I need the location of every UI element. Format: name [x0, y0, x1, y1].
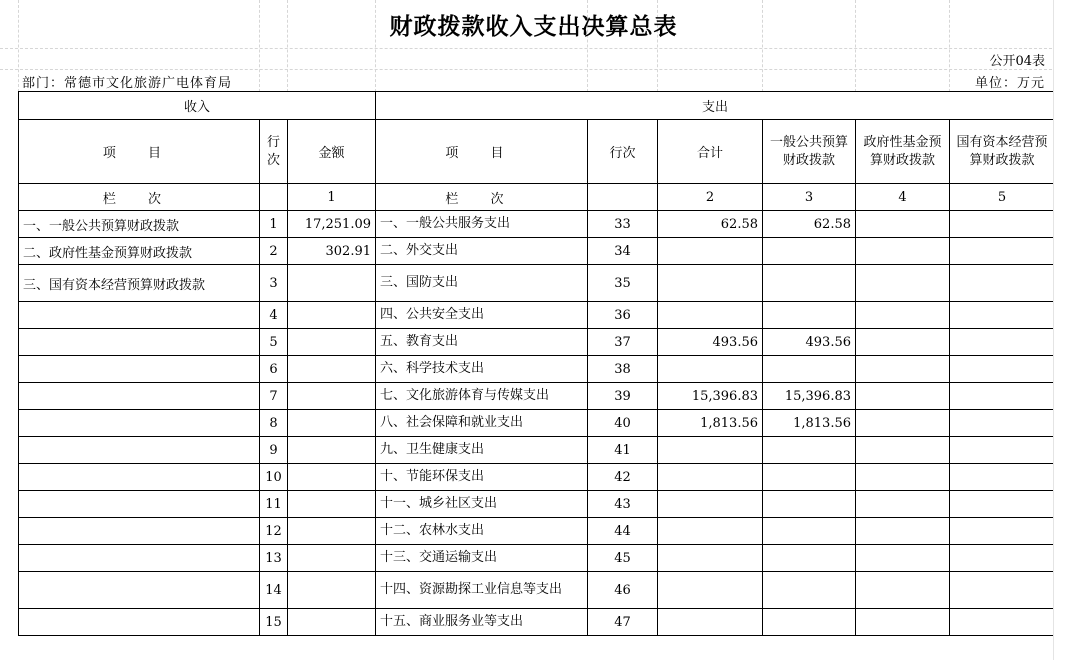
expense-row-no-header: 行次 — [588, 120, 658, 184]
general-budget-cell — [763, 265, 856, 302]
column-index-5: 5 — [950, 184, 1055, 211]
amount-header: 金额 — [288, 120, 376, 184]
general-budget-cell — [763, 302, 856, 329]
income-amount-cell — [288, 464, 376, 491]
income-item-cell — [19, 329, 260, 356]
income-item-cell — [19, 410, 260, 437]
general-budget-cell — [763, 545, 856, 572]
state-capital-cell — [950, 302, 1055, 329]
income-amount-cell — [288, 545, 376, 572]
state-capital-cell — [950, 329, 1055, 356]
income-section-header: 收入 — [19, 92, 376, 120]
income-row-no-cell: 10 — [260, 464, 288, 491]
gov-fund-cell — [856, 211, 950, 238]
income-row-no-cell: 11 — [260, 491, 288, 518]
income-amount-cell — [288, 518, 376, 545]
general-budget-cell — [763, 518, 856, 545]
total-cell: 493.56 — [658, 329, 763, 356]
gov-fund-cell — [856, 609, 950, 636]
income-row-no-cell: 14 — [260, 572, 288, 609]
expense-row-no-cell: 39 — [588, 383, 658, 410]
total-cell — [658, 491, 763, 518]
table-row — [19, 383, 1055, 410]
income-item-cell: 一、一般公共预算财政拨款 — [19, 211, 260, 238]
total-cell — [658, 437, 763, 464]
expense-item-cell: 十二、农林水支出 — [376, 518, 588, 545]
expense-item-cell: 一、一般公共服务支出 — [376, 211, 588, 238]
table-row — [19, 491, 1055, 518]
general-budget-header: 一般公共预算财政拨款 — [763, 120, 856, 184]
expense-row-no-cell: 35 — [588, 265, 658, 302]
income-amount-cell — [288, 609, 376, 636]
expense-row-no-cell: 33 — [588, 211, 658, 238]
income-item-cell — [19, 302, 260, 329]
column-index-label: 栏 次 — [19, 184, 260, 211]
table-row — [19, 265, 1055, 302]
table-row — [19, 572, 1055, 609]
gov-fund-cell — [856, 518, 950, 545]
income-row-no-header: 行次 — [260, 120, 288, 184]
income-item-header: 项 目 — [19, 120, 260, 184]
income-item-cell — [19, 518, 260, 545]
total-cell — [658, 464, 763, 491]
state-capital-cell — [950, 518, 1055, 545]
income-amount-cell — [288, 437, 376, 464]
expense-row-no-cell: 38 — [588, 356, 658, 383]
expense-item-header: 项 目 — [376, 120, 588, 184]
gov-fund-cell — [856, 329, 950, 356]
table-number: 公开04表 — [989, 54, 1045, 69]
income-row-no-cell: 13 — [260, 545, 288, 572]
expense-row-no-cell: 42 — [588, 464, 658, 491]
expense-item-cell: 四、公共安全支出 — [376, 302, 588, 329]
state-capital-cell — [950, 545, 1055, 572]
department-label: 部门：常德市文化旅游广电体育局 — [22, 76, 233, 91]
table-row — [19, 518, 1055, 545]
income-amount-cell — [288, 265, 376, 302]
gov-fund-cell — [856, 238, 950, 265]
state-capital-cell — [950, 410, 1055, 437]
gov-fund-cell — [856, 302, 950, 329]
income-amount-cell — [288, 572, 376, 609]
general-budget-cell: 493.56 — [763, 329, 856, 356]
total-cell — [658, 609, 763, 636]
expense-item-cell: 三、国防支出 — [376, 265, 588, 302]
general-budget-cell — [763, 437, 856, 464]
income-item-cell: 三、国有资本经营预算财政拨款 — [19, 265, 260, 302]
total-cell: 15,396.83 — [658, 383, 763, 410]
expense-row-no-cell: 47 — [588, 609, 658, 636]
expense-item-cell: 十四、资源勘探工业信息等支出 — [376, 572, 588, 609]
page-title: 财政拨款收入支出决算总表 — [389, 13, 678, 40]
unit-label: 单位：万元 — [974, 76, 1045, 91]
gov-fund-cell — [856, 265, 950, 302]
state-capital-cell — [950, 609, 1055, 636]
income-amount-cell — [288, 491, 376, 518]
expense-row-no-cell: 44 — [588, 518, 658, 545]
gov-fund-cell — [856, 437, 950, 464]
total-cell — [658, 545, 763, 572]
gov-fund-header: 政府性基金预算财政拨款 — [856, 120, 950, 184]
income-row-no-cell: 1 — [260, 211, 288, 238]
total-cell — [658, 356, 763, 383]
income-item-cell: 二、政府性基金预算财政拨款 — [19, 238, 260, 265]
table-row — [19, 609, 1055, 636]
column-index-empty — [260, 184, 288, 211]
expense-row-no-cell: 45 — [588, 545, 658, 572]
income-row-no-cell: 8 — [260, 410, 288, 437]
total-cell: 62.58 — [658, 211, 763, 238]
table-row — [19, 329, 1055, 356]
column-index-3: 3 — [763, 184, 856, 211]
gov-fund-cell — [856, 491, 950, 518]
income-item-cell — [19, 491, 260, 518]
income-item-cell — [19, 437, 260, 464]
expense-item-cell: 五、教育支出 — [376, 329, 588, 356]
expense-section-header: 支出 — [376, 92, 1055, 120]
table-row — [19, 211, 1055, 238]
gov-fund-cell — [856, 410, 950, 437]
income-row-no-cell: 7 — [260, 383, 288, 410]
total-cell: 1,813.56 — [658, 410, 763, 437]
state-capital-header: 国有资本经营预算财政拨款 — [950, 120, 1055, 184]
expense-item-cell: 二、外交支出 — [376, 238, 588, 265]
general-budget-cell — [763, 356, 856, 383]
general-budget-cell: 1,813.56 — [763, 410, 856, 437]
income-amount-cell: 302.91 — [288, 238, 376, 265]
income-item-cell — [19, 356, 260, 383]
income-row-no-cell: 6 — [260, 356, 288, 383]
income-row-no-cell: 15 — [260, 609, 288, 636]
table-row — [19, 356, 1055, 383]
state-capital-cell — [950, 464, 1055, 491]
expense-item-cell: 十一、城乡社区支出 — [376, 491, 588, 518]
income-amount-cell: 17,251.09 — [288, 211, 376, 238]
income-item-cell — [19, 545, 260, 572]
income-amount-cell — [288, 410, 376, 437]
gov-fund-cell — [856, 545, 950, 572]
income-row-no-cell: 4 — [260, 302, 288, 329]
expense-item-cell: 十三、交通运输支出 — [376, 545, 588, 572]
income-row-no-cell: 3 — [260, 265, 288, 302]
total-cell — [658, 265, 763, 302]
column-index-2: 2 — [658, 184, 763, 211]
general-budget-cell — [763, 491, 856, 518]
expense-row-no-cell: 34 — [588, 238, 658, 265]
state-capital-cell — [950, 356, 1055, 383]
state-capital-cell — [950, 491, 1055, 518]
table-row — [19, 238, 1055, 265]
income-row-no-cell: 9 — [260, 437, 288, 464]
income-row-no-cell: 5 — [260, 329, 288, 356]
table-row — [19, 410, 1055, 437]
gov-fund-cell — [856, 356, 950, 383]
gov-fund-cell — [856, 572, 950, 609]
income-item-cell — [19, 464, 260, 491]
expense-item-cell: 七、文化旅游体育与传媒支出 — [376, 383, 588, 410]
sheet-edge — [1053, 0, 1067, 660]
total-cell — [658, 238, 763, 265]
general-budget-cell — [763, 572, 856, 609]
state-capital-cell — [950, 211, 1055, 238]
state-capital-cell — [950, 238, 1055, 265]
table-row — [19, 437, 1055, 464]
income-amount-cell — [288, 383, 376, 410]
income-item-cell — [19, 609, 260, 636]
column-index-1: 1 — [288, 184, 376, 211]
expense-row-no-cell: 43 — [588, 491, 658, 518]
general-budget-cell — [763, 609, 856, 636]
income-row-no-cell: 12 — [260, 518, 288, 545]
expense-item-cell: 十、节能环保支出 — [376, 464, 588, 491]
state-capital-cell — [950, 437, 1055, 464]
column-index-empty — [588, 184, 658, 211]
expense-row-no-cell: 40 — [588, 410, 658, 437]
table-row — [19, 464, 1055, 491]
column-index-label-expense: 栏 次 — [376, 184, 588, 211]
table-row — [19, 545, 1055, 572]
total-cell — [658, 572, 763, 609]
income-item-cell — [19, 383, 260, 410]
total-cell — [658, 302, 763, 329]
state-capital-cell — [950, 383, 1055, 410]
expense-item-cell: 十五、商业服务业等支出 — [376, 609, 588, 636]
table-row — [19, 302, 1055, 329]
expense-row-no-cell: 41 — [588, 437, 658, 464]
budget-table — [18, 91, 1055, 636]
income-amount-cell — [288, 329, 376, 356]
general-budget-cell — [763, 238, 856, 265]
expense-item-cell: 六、科学技术支出 — [376, 356, 588, 383]
expense-row-no-cell: 46 — [588, 572, 658, 609]
gov-fund-cell — [856, 383, 950, 410]
expense-row-no-cell: 37 — [588, 329, 658, 356]
gov-fund-cell — [856, 464, 950, 491]
state-capital-cell — [950, 265, 1055, 302]
total-cell — [658, 518, 763, 545]
state-capital-cell — [950, 572, 1055, 609]
general-budget-cell: 15,396.83 — [763, 383, 856, 410]
income-amount-cell — [288, 356, 376, 383]
income-item-cell — [19, 572, 260, 609]
income-row-no-cell: 2 — [260, 238, 288, 265]
expense-row-no-cell: 36 — [588, 302, 658, 329]
expense-item-cell: 八、社会保障和就业支出 — [376, 410, 588, 437]
total-header: 合计 — [658, 120, 763, 184]
general-budget-cell: 62.58 — [763, 211, 856, 238]
income-amount-cell — [288, 302, 376, 329]
general-budget-cell — [763, 464, 856, 491]
column-index-4: 4 — [856, 184, 950, 211]
expense-item-cell: 九、卫生健康支出 — [376, 437, 588, 464]
